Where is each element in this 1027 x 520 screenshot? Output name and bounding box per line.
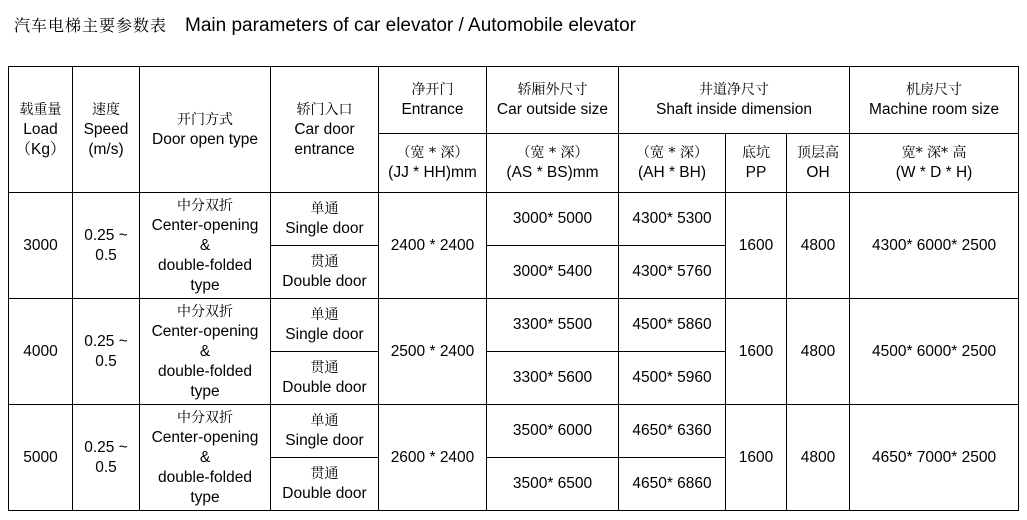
table-row: [9, 193, 1019, 246]
cell-machine-room: 4650* 7000* 2500: [850, 405, 1019, 511]
cell-overhead: 4800: [787, 405, 850, 511]
subheader-overhead: 顶层高 OH: [787, 134, 850, 193]
cell-entrance: 2500 * 2400: [379, 299, 487, 405]
cell-load: 4000: [9, 299, 73, 405]
cell-shaft-double: 4650* 6860: [619, 458, 726, 511]
cell-single-door: 单通 Single door: [271, 405, 379, 458]
cell-car-outside-single: 3000* 5000: [487, 193, 619, 246]
subheader-shaft: （宽 * 深） (AH * BH): [619, 134, 726, 193]
cell-shaft-double: 4500* 5960: [619, 352, 726, 405]
cell-double-door: 贯通 Double door: [271, 458, 379, 511]
cell-machine-room: 4500* 6000* 2500: [850, 299, 1019, 405]
title-english: Main parameters of car elevator / Automobile elevator: [185, 15, 636, 36]
cell-car-outside-double: 3300* 5600: [487, 352, 619, 405]
cell-overhead: 4800: [787, 299, 850, 405]
header-shaft-inside-dimension: 井道净尺寸 Shaft inside dimension: [619, 67, 850, 134]
cell-load: 5000: [9, 405, 73, 511]
subheader-entrance: （宽 * 深） (JJ * HH)mm: [379, 134, 487, 193]
subheader-machine-room: 宽* 深* 高 (W * D * H): [850, 134, 1019, 193]
cell-double-door: 贯通 Double door: [271, 246, 379, 299]
cell-single-door: 单通 Single door: [271, 193, 379, 246]
header-door-open-type: 开门方式 Door open type: [140, 67, 271, 193]
cell-speed: 0.25 ~ 0.5: [73, 299, 140, 405]
cell-speed: 0.25 ~ 0.5: [73, 193, 140, 299]
table-row: [9, 299, 1019, 352]
table-row: [9, 405, 1019, 458]
cell-machine-room: 4300* 6000* 2500: [850, 193, 1019, 299]
cell-double-door: 贯通 Double door: [271, 352, 379, 405]
subheader-pit: 底坑 PP: [726, 134, 787, 193]
header-car-outside-size: 轿厢外尺寸 Car outside size: [487, 67, 619, 134]
page-title: [14, 12, 636, 40]
header-machine-room-size: 机房尺寸 Machine room size: [850, 67, 1019, 134]
cell-load: 3000: [9, 193, 73, 299]
cell-door-type: 中分双折 Center-opening & double-folded type: [140, 299, 271, 405]
cell-speed: 0.25 ~ 0.5: [73, 405, 140, 511]
cell-shaft-single: 4300* 5300: [619, 193, 726, 246]
cell-pit: 1600: [726, 405, 787, 511]
cell-shaft-single: 4500* 5860: [619, 299, 726, 352]
cell-shaft-single: 4650* 6360: [619, 405, 726, 458]
header-row-1: [9, 67, 1019, 134]
header-car-door-entrance: 轿门入口 Car door entrance: [271, 67, 379, 193]
subheader-car-outside: （宽 * 深） (AS * BS)mm: [487, 134, 619, 193]
parameters-table: [8, 66, 1019, 511]
cell-car-outside-double: 3000* 5400: [487, 246, 619, 299]
cell-pit: 1600: [726, 299, 787, 405]
header-speed: 速度 Speed (m/s): [73, 67, 140, 193]
cell-overhead: 4800: [787, 193, 850, 299]
cell-car-outside-single: 3300* 5500: [487, 299, 619, 352]
cell-car-outside-single: 3500* 6000: [487, 405, 619, 458]
cell-shaft-double: 4300* 5760: [619, 246, 726, 299]
cell-entrance: 2400 * 2400: [379, 193, 487, 299]
title-chinese: 汽车电梯主要参数表: [14, 16, 168, 35]
cell-single-door: 单通 Single door: [271, 299, 379, 352]
cell-car-outside-double: 3500* 6500: [487, 458, 619, 511]
cell-pit: 1600: [726, 193, 787, 299]
header-entrance: 净开门 Entrance: [379, 67, 487, 134]
cell-door-type: 中分双折 Center-opening & double-folded type: [140, 193, 271, 299]
cell-entrance: 2600 * 2400: [379, 405, 487, 511]
header-load: 载重量 Load （Kg）: [9, 67, 73, 193]
cell-door-type: 中分双折 Center-opening & double-folded type: [140, 405, 271, 511]
